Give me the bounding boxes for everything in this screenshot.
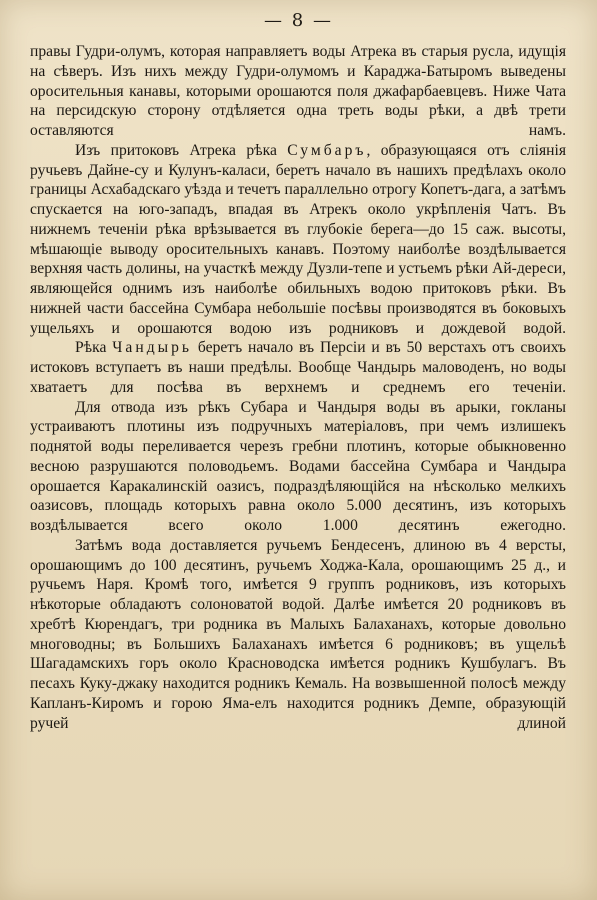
paragraph-2 <box>30 141 566 339</box>
paragraph-1-text: правы Гудри-олумъ, которая направляетъ воды Атрека въ старыя русла, идущія на сѣверъ. Изъ нихъ между Гудри-олумомъ и Караджа-Батыромъ выведены оросительныя канавы, которыми орошаются поля джафарбаевцевъ. Ниже Чата на персидскую сторону отдѣляется одна треть воды рѣки, а двѣ трети оставляются намъ. <box>30 43 566 139</box>
paragraph-3-lead: Рѣка <box>75 339 113 357</box>
paragraph-2-text: , образующаяся отъ слiянія ручьевъ Дайне-су и Кулунъ-каласи, беретъ начало въ нашихъ предѣлахъ около границы Асхабадскаго уѣзда и течетъ параллельно отрогу Копетъ-дага, а затѣмъ спускается на юго-западъ, впадая въ Атрекъ около укрѣпленія Чатъ. Въ нижнемъ теченіи рѣка врѣзывается въ глубокіе берега—до 15 саж. высоты, мѣшающіе выводу оросительныхъ канавъ. Поэтому наиболѣе воздѣлывается верхняя часть долины, на участкѣ между Дузли-тепе и устьемъ рѣки Ай-дереси, являющейся однимъ изъ наиболѣе обильныхъ водою притоковъ рѣки. Въ нижней части бассейна Сумбара небольшіе посѣвы производятся въ боковыхъ ущельяхъ и орошаются водою изъ родниковъ и дождевой водой. <box>30 141 566 337</box>
body-text <box>30 42 566 733</box>
paragraph-4 <box>30 398 566 536</box>
paragraph-2-lead: Изъ притоковъ Атрека рѣка <box>75 141 288 159</box>
paragraph-3 <box>30 338 566 397</box>
paragraph-3-text: беретъ начало въ Персіи и въ 50 верстахъ отъ своихъ истоковъ вступаетъ въ наши предѣлы. Вообще Чандырь маловоденъ, но воды хватаетъ для посѣва въ верхнемъ и среднемъ его теченіи. <box>30 339 566 396</box>
paragraph-5-text: Затѣмъ вода доставляется ручьемъ Бендесенъ, длиною въ 4 версты, орошающимъ до 100 десятинъ, ручьемъ Ходжа-Кала, орошающимъ 25 д., и ручьемъ Наря. Кромѣ того, имѣется 9 группъ родниковъ, изъ которыхъ нѣкоторые обладаютъ солоноватой водой. Далѣе имѣется 20 родниковъ въ хребтѣ Кюрендагъ, три родника въ Малыхъ Балаханахъ, которые довольно многоводны; въ Большихъ Балаханахъ имѣется 6 родниковъ; въ ущельѣ Шагадамскихъ горъ около Красноводска имѣется родникъ Кушбулагъ. Въ песахъ Куку-джаку находится родникъ Кемаль. На возвышенной полосѣ между Капланъ-Киромъ и горою Яма-елъ находится родникъ Демпе, образующій ручей длиной <box>30 536 566 732</box>
paragraph-5 <box>30 536 566 734</box>
river-name-chandyr: Чандырь <box>112 339 193 357</box>
page-number: — 8 — <box>264 10 333 31</box>
river-name-sumbar: Сумбаръ <box>287 141 367 159</box>
paragraph-1 <box>30 42 566 141</box>
paragraph-4-text: Для отвода изъ рѣкъ Субара и Чандыря воды въ арыки, гокланы устраиваютъ плотины изъ подручныхъ матеріаловъ, при чемъ излишекъ поднятой воды переливается черезъ гребни плотинъ, которые обыкновенно весною разрушаются половодьемъ. Водами бассейна Сумбара и Чандыра орошается Каракалинскій оазисъ, подраздѣляющійся на нѣсколько мелкихъ оазисовъ, площадь которыхъ равна около 5.000 десятинъ, изъ которыхъ воздѣлывается всего около 1.000 десятинъ ежегодно. <box>30 398 566 534</box>
